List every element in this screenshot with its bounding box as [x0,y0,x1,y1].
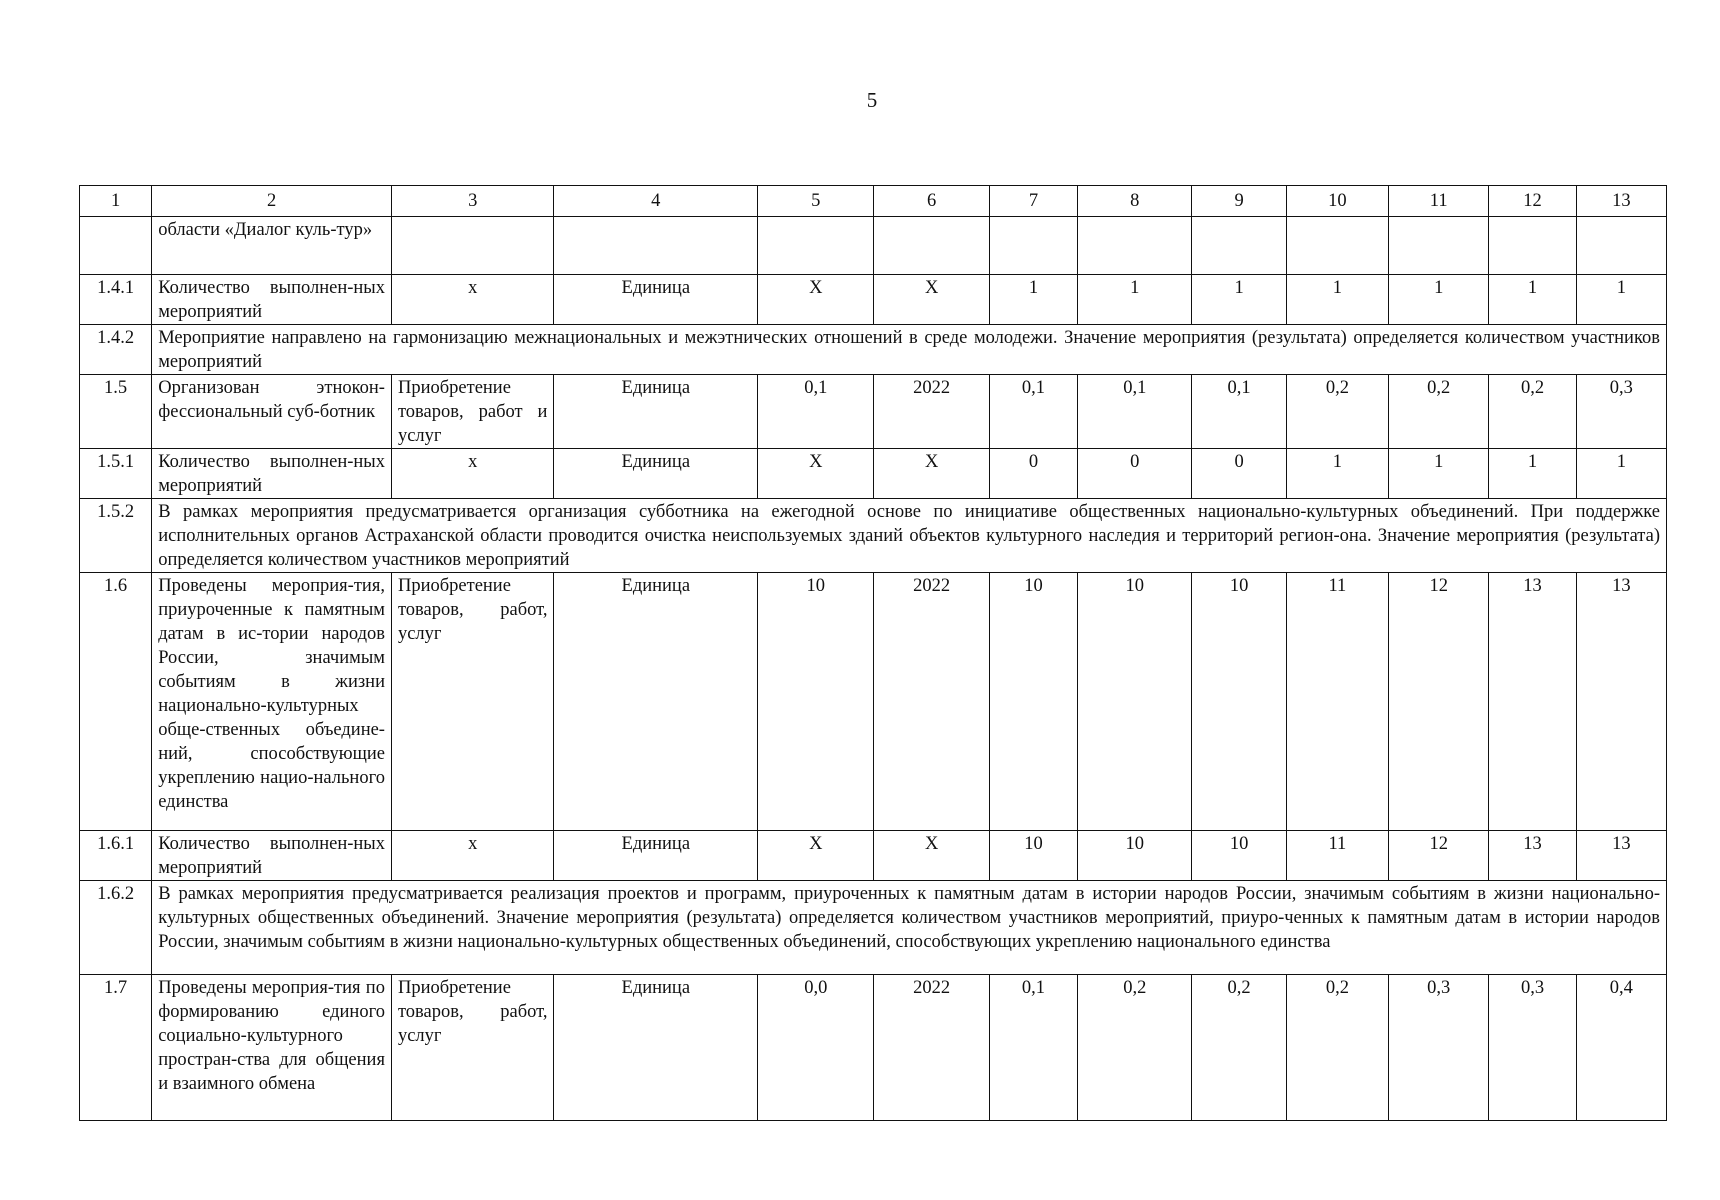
value-cell: 0,2 [1389,375,1489,449]
unit-cell [554,217,758,275]
funding-source: х [391,275,554,325]
value-cell: 0,2 [1192,975,1286,1121]
value-cell: Х [874,831,989,881]
table-row [80,881,1667,975]
table-row [80,449,1667,499]
value-cell: 0,2 [1286,975,1388,1121]
value-cell: 0 [989,449,1077,499]
row-description: Мероприятие направлено на гармонизацию межнациональных и межэтнических отношений в среде молодежи. Значение мероприятия (результата) определяется количеством участников мероприятий [152,325,1667,375]
value-cell: 0,2 [1078,975,1192,1121]
column-header: 9 [1192,186,1286,217]
indicators-table [79,185,1667,1121]
value-cell: 13 [1576,831,1666,881]
value-cell: 0,0 [758,975,874,1121]
value-cell: 1 [1286,449,1388,499]
value-cell: 0,1 [758,375,874,449]
value-cell: Х [874,275,989,325]
column-header: 3 [391,186,554,217]
value-cell [1489,217,1576,275]
row-description: В рамках мероприятия предусматривается реализация проектов и программ, приуроченных к памятным датам в истории народов России, значимым событиям в жизни национально-культурных общественных объединений. Значение мероприятия (результата) определяется количеством участников мероприятий, приуро-ченных к памятным датам в истории народов России, значимым событиям в жизни национально-культурных общественных объединений, способствующих укреплению национального единства [152,881,1667,975]
value-cell: 13 [1576,573,1666,831]
value-cell: 10 [1192,573,1286,831]
value-cell: 0 [1192,449,1286,499]
value-cell [874,217,989,275]
table-row [80,375,1667,449]
value-cell: 12 [1389,573,1489,831]
row-code: 1.6.1 [80,831,152,881]
value-cell [1286,217,1388,275]
value-cell: 1 [1389,275,1489,325]
column-header: 8 [1078,186,1192,217]
column-header: 2 [152,186,392,217]
row-code: 1.5.1 [80,449,152,499]
table-row [80,975,1667,1121]
value-cell: 1 [1576,275,1666,325]
column-header: 4 [554,186,758,217]
indicator-name: области «Диалог куль-тур» [152,217,392,275]
value-cell: 1 [1192,275,1286,325]
value-cell: 0,1 [1192,375,1286,449]
value-cell: 0,1 [1078,375,1192,449]
row-code: 1.7 [80,975,152,1121]
column-header: 6 [874,186,989,217]
value-cell: 0,2 [1489,375,1576,449]
indicator-name: Проведены мероприя-тия по формированию единого социально-культурного простран-ства для общения и взаимного обмена [152,975,392,1121]
unit-cell: Единица [554,975,758,1121]
value-cell [1078,217,1192,275]
unit-cell: Единица [554,573,758,831]
value-cell: 10 [989,831,1077,881]
value-cell: 12 [1389,831,1489,881]
value-cell: 10 [989,573,1077,831]
value-cell: 0,1 [989,375,1077,449]
indicator-name: Проведены мероприя-тия, приуроченные к памятным датам в ис-тории народов России, значимым событиям в жизни национально-культурных обще-ственных объедине-ний, способствующие укреплению нацио-нального единства [152,573,392,831]
funding-source [391,217,554,275]
unit-cell: Единица [554,275,758,325]
funding-source: Приобретение товаров, работ, услуг [391,573,554,831]
value-cell: 11 [1286,831,1388,881]
value-cell: 1 [1389,449,1489,499]
column-header: 5 [758,186,874,217]
value-cell: 1 [1489,449,1576,499]
value-cell: 0,3 [1389,975,1489,1121]
value-cell: 2022 [874,975,989,1121]
table-row [80,831,1667,881]
value-cell: 1 [1078,275,1192,325]
value-cell: 10 [1078,831,1192,881]
value-cell: 2022 [874,375,989,449]
unit-cell: Единица [554,831,758,881]
row-code: 1.5.2 [80,499,152,573]
funding-source: х [391,831,554,881]
value-cell: 10 [1078,573,1192,831]
value-cell [1576,217,1666,275]
row-code [80,217,152,275]
value-cell: 1 [1489,275,1576,325]
value-cell: 0,2 [1286,375,1388,449]
value-cell [989,217,1077,275]
value-cell: 10 [1192,831,1286,881]
unit-cell: Единица [554,375,758,449]
row-code: 1.4.1 [80,275,152,325]
value-cell [758,217,874,275]
value-cell: 1 [989,275,1077,325]
value-cell: 0,1 [989,975,1077,1121]
table-row [80,325,1667,375]
column-header: 13 [1576,186,1666,217]
column-header: 7 [989,186,1077,217]
row-code: 1.5 [80,375,152,449]
column-header: 12 [1489,186,1576,217]
table-row [80,275,1667,325]
value-cell: Х [874,449,989,499]
table-row [80,217,1667,275]
indicator-name: Количество выполнен-ных мероприятий [152,831,392,881]
value-cell: 0 [1078,449,1192,499]
value-cell [1389,217,1489,275]
unit-cell: Единица [554,449,758,499]
table-row [80,573,1667,831]
value-cell: 2022 [874,573,989,831]
column-header: 10 [1286,186,1388,217]
row-code: 1.6.2 [80,881,152,975]
indicator-name: Количество выполнен-ных мероприятий [152,449,392,499]
value-cell: 13 [1489,831,1576,881]
value-cell: Х [758,831,874,881]
funding-source: х [391,449,554,499]
value-cell: 0,3 [1489,975,1576,1121]
table-header-row [80,186,1667,217]
value-cell: 11 [1286,573,1388,831]
page-number: 5 [866,88,878,112]
row-code: 1.6 [80,573,152,831]
table-row [80,499,1667,573]
value-cell [1192,217,1286,275]
row-description: В рамках мероприятия предусматривается организация субботника на ежегодной основе по инициативе общественных национально-культурных объединений. При поддержке исполнительных органов Астраханской области проводится очистка неиспользуемых зданий объектов культурного наследия и территорий регион-она. Значение мероприятия (результата) определяется количеством участников мероприятий [152,499,1667,573]
row-code: 1.4.2 [80,325,152,375]
value-cell: 0,3 [1576,375,1666,449]
value-cell: 0,4 [1576,975,1666,1121]
value-cell: Х [758,449,874,499]
value-cell: 13 [1489,573,1576,831]
funding-source: Приобретение товаров, работ, услуг [391,975,554,1121]
value-cell: 10 [758,573,874,831]
value-cell: Х [758,275,874,325]
funding-source: Приобретение товаров, работ и услуг [391,375,554,449]
value-cell: 1 [1576,449,1666,499]
column-header: 11 [1389,186,1489,217]
indicator-name: Организован этнокон-фессиональный суб-ботник [152,375,392,449]
value-cell: 1 [1286,275,1388,325]
indicator-name: Количество выполнен-ных мероприятий [152,275,392,325]
column-header: 1 [80,186,152,217]
